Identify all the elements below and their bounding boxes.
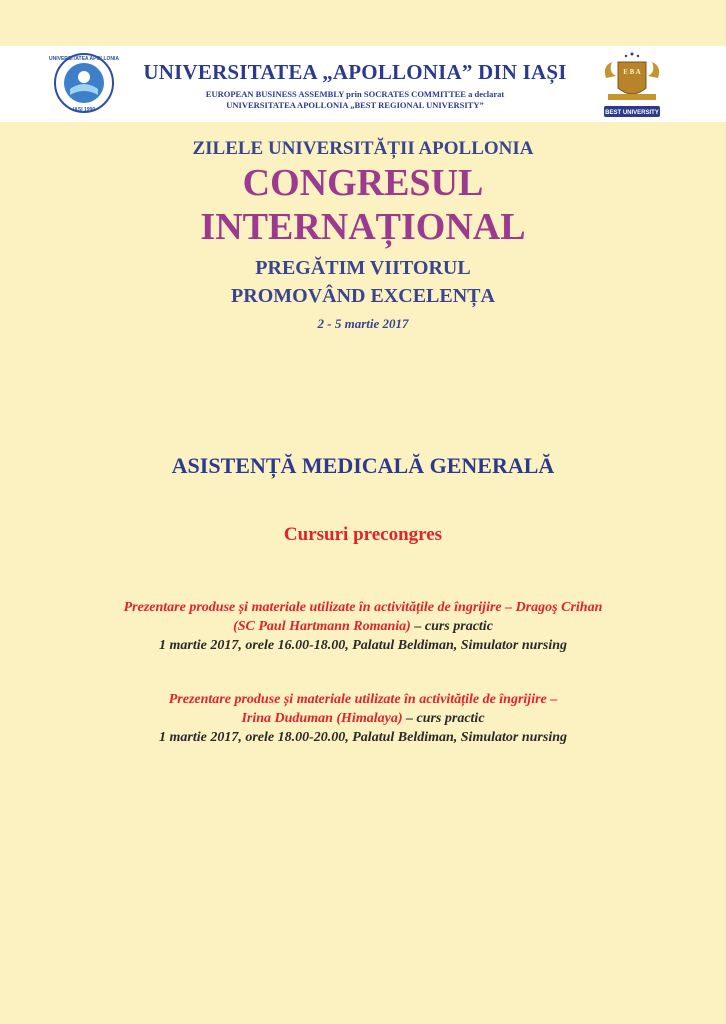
header-subtitle-2: UNIVERSITATEA APOLLONIA „BEST REGIONAL UNIVERSITY” [226,100,484,110]
course-schedule: 1 martie 2017, orele 18.00-20.00, Palatul Beldiman, Simulator nursing [159,730,567,745]
course-title: Prezentare produse și materiale utilizate în activitățile de îngrijire – [168,692,558,707]
header-subtitle-1: EUROPEAN BUSINESS ASSEMBLY prin SOCRATES COMMITTEE a declarat [205,89,505,99]
event-days-title: ZILELE UNIVERSITĂȚII APOLLONIA [192,138,534,159]
event-date: 2 - 5 martie 2017 [317,316,409,331]
university-name: UNIVERSITATEA „APOLLONIA” DIN IAȘI [143,60,567,84]
course-schedule: 1 martie 2017, orele 16.00-18.00, Palatul Beldiman, Simulator nursing [159,638,567,653]
congress-title-line2: INTERNAȚIONAL [200,206,526,248]
section-subtitle: Cursuri precongres [283,524,443,545]
course-type: – curs practic [410,619,493,634]
congress-title-line1: CONGRESUL [242,162,484,204]
course-entry [0,690,726,747]
course-presenter: (SC Paul Hartmann Romania) [233,619,411,634]
course-title: Prezentare produse și materiale utilizate în activitățile de îngrijire – Dragoş Crihan [123,600,603,615]
best-university-emblem-icon [596,48,668,120]
emblem-letters: E B A [623,68,641,76]
motto-line2: PROMOVÂND EXCELENȚA [231,285,495,307]
section-title: ASISTENȚĂ MEDICALĂ GENERALĂ [171,453,555,478]
seal-text: UNIVERSITATEA APOLLONIA [49,56,119,62]
course-presenter: Irina Duduman (Himalaya) [241,711,403,726]
seal-years: IASI 1990 [72,107,96,113]
emblem-caption: BEST UNIVERSITY [605,110,659,116]
course-entry [0,598,726,655]
university-seal-icon [49,51,119,115]
header-banner [0,46,726,122]
course-type: – curs practic [402,711,485,726]
motto-line1: PREGĂTIM VIITORUL [255,257,471,279]
